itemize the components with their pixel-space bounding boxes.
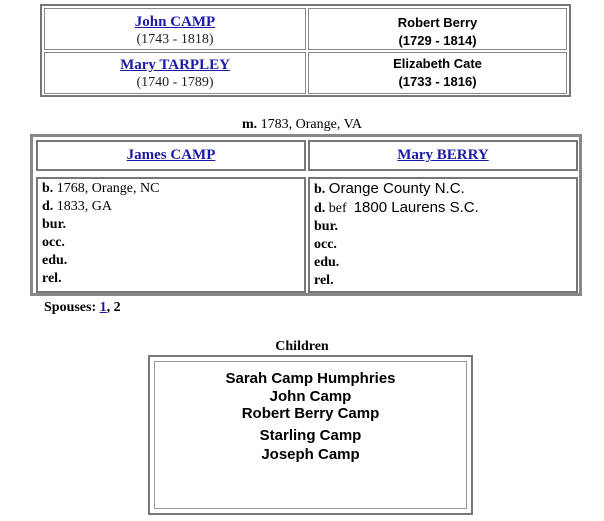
spouses-label: Spouses: (44, 300, 97, 315)
spouse-2: 2 (113, 300, 121, 315)
spouses-line (44, 300, 121, 316)
wife-death: d. bef 1800 Laurens S.C. (314, 199, 479, 216)
marriage-details: 1783, Orange, VA (260, 117, 363, 132)
parent-dates: (1740 - 1789) (136, 75, 214, 90)
wife-birth: b. Orange County N.C. (314, 180, 465, 197)
husband-header (36, 140, 306, 171)
children-box (148, 355, 473, 515)
parent-link-mary-tarpley[interactable]: Mary TARPLEY (120, 57, 230, 73)
parent-cell-mary-tarpley (44, 52, 306, 94)
wife-header (308, 140, 578, 171)
husband-details (36, 177, 306, 293)
parent-dates: (1729 - 1814) (398, 33, 477, 48)
parent-cell-john-camp (44, 8, 306, 50)
wife-name-link[interactable]: Mary BERRY (397, 147, 489, 163)
husband-burial: bur. (42, 217, 67, 232)
husband-death: d. 1833, GA (42, 199, 113, 214)
husband-education: edu. (42, 253, 68, 268)
parent-dates: (1733 - 1816) (398, 74, 477, 89)
wife-religion: rel. (314, 273, 334, 288)
parent-name: Elizabeth Cate (393, 56, 482, 71)
child-item: Joseph Camp (261, 446, 360, 463)
spouses-separator: , (106, 300, 111, 315)
wife-burial: bur. (314, 219, 339, 234)
parent-cell-elizabeth-cate (308, 52, 567, 94)
parent-link-john-camp[interactable]: John CAMP (134, 14, 216, 30)
husband-name-link[interactable]: James CAMP (126, 147, 216, 163)
wife-details (308, 177, 578, 293)
parent-cell-robert-berry (308, 8, 567, 50)
husband-birth: b. 1768, Orange, NC (42, 181, 160, 196)
wife-occupation: occ. (314, 237, 337, 252)
children-list (154, 361, 467, 509)
children-title: Children (275, 339, 329, 354)
couple-table (30, 134, 582, 296)
child-item: Sarah Camp Humphries (225, 370, 396, 387)
parents-table (40, 4, 571, 97)
spouse-link-1[interactable]: 1 (99, 300, 107, 315)
husband-religion: rel. (42, 271, 62, 286)
husband-occupation: occ. (42, 235, 65, 250)
child-item: Starling Camp (259, 427, 362, 444)
parent-name: Robert Berry (397, 15, 478, 30)
marriage-label: m. (241, 117, 258, 132)
wife-education: edu. (314, 255, 340, 270)
child-item: Robert Berry Camp (241, 405, 380, 422)
parent-dates: (1743 - 1818) (136, 32, 214, 47)
marriage-line (0, 117, 604, 133)
child-item: John Camp (269, 388, 352, 405)
